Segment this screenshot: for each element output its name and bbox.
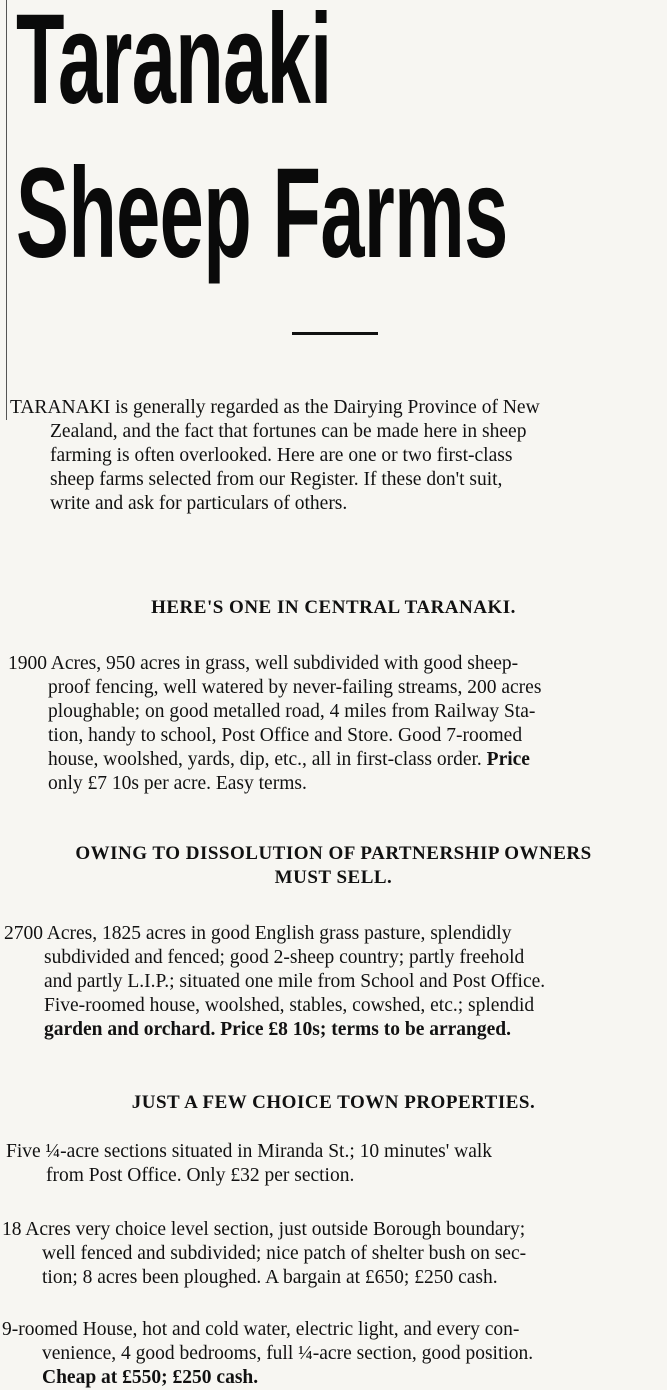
listing-line: tion, handy to school, Post Office and Store. Good 7-roomed: [48, 725, 523, 746]
listing-line: subdivided and fenced; good 2-sheep country; partly freehold: [44, 947, 525, 968]
town-listing-9-roomed-house: [2, 1318, 664, 1390]
town-listing-18-acres: [2, 1218, 664, 1290]
town-listing-miranda-st: [6, 1140, 664, 1188]
intro-paragraph: [10, 396, 665, 516]
listing-price-line: only £7 10s per acre. Easy terms.: [48, 773, 307, 794]
listing-line: [8, 748, 665, 772]
listing-line: 18 Acres very choice level section, just outside Borough boundary;: [2, 1219, 526, 1240]
listing-line: venience, 4 good bedrooms, full ¼-acre section, good position.: [42, 1343, 534, 1364]
intro-line: TARANAKI is generally regarded as the Dairying Province of New: [10, 397, 540, 418]
headline-line-1: Taranaki: [16, 0, 332, 131]
listing-line: 1900 Acres, 950 acres in grass, well subdivided with good sheep-: [8, 653, 519, 674]
intro-line: farming is often overlooked. Here are one or two first-class: [50, 445, 513, 466]
listing-line: Five ¼-acre sections situated in Miranda St.; 10 minutes' walk: [6, 1141, 493, 1162]
intro-line: Zealand, and the fact that fortunes can be made here in sheep: [50, 421, 527, 442]
listing-line: Five-roomed house, woolshed, stables, cowshed, etc.; splendid: [44, 995, 535, 1016]
listing-line: and partly L.I.P.; situated one mile from School and Post Office.: [44, 971, 546, 992]
listing-line: 2700 Acres, 1825 acres in good English grass pasture, splendidly: [4, 923, 512, 944]
separator-rule: [292, 332, 378, 335]
farm-listing-2700-acres: [4, 922, 664, 1042]
listing-line: tion; 8 acres been ploughed. A bargain at £650; £250 cash.: [42, 1267, 498, 1288]
listing-line: proof fencing, well watered by never-failing streams, 200 acres: [48, 677, 542, 698]
heading-line: OWING TO DISSOLUTION OF PARTNERSHIP OWNERS: [75, 843, 592, 864]
farm-listing-1900-acres: [8, 652, 665, 796]
listing-line: well fenced and subdivided; nice patch of shelter bush on sec-: [42, 1243, 527, 1264]
section-heading-dissolution: [0, 842, 667, 890]
listing-line: ploughable; on good metalled road, 4 miles from Railway Sta-: [48, 701, 536, 722]
listing-line: 9-roomed House, hot and cold water, electric light, and every con-: [2, 1319, 520, 1340]
headline-line-2: Sheep Farms: [16, 142, 508, 285]
intro-line: sheep farms selected from our Register. If these don't suit,: [50, 469, 503, 490]
column-rule: [6, 0, 7, 420]
intro-line: write and ask for particulars of others.: [50, 493, 348, 514]
price-label: Price: [486, 749, 530, 770]
listing-line: from Post Office. Only £32 per section.: [46, 1165, 355, 1186]
section-heading-central-taranaki: HERE'S ONE IN CENTRAL TARANAKI.: [151, 597, 516, 618]
listing-price-line: garden and orchard. Price £8 10s; terms to be arranged.: [44, 1019, 512, 1040]
listing-price-line: Cheap at £550; £250 cash.: [42, 1367, 259, 1388]
heading-line: MUST SELL.: [274, 867, 393, 888]
section-heading-town-properties: JUST A FEW CHOICE TOWN PROPERTIES.: [131, 1092, 536, 1113]
listing-text: house, woolshed, yards, dip, etc., all in first-class order.: [48, 749, 482, 770]
